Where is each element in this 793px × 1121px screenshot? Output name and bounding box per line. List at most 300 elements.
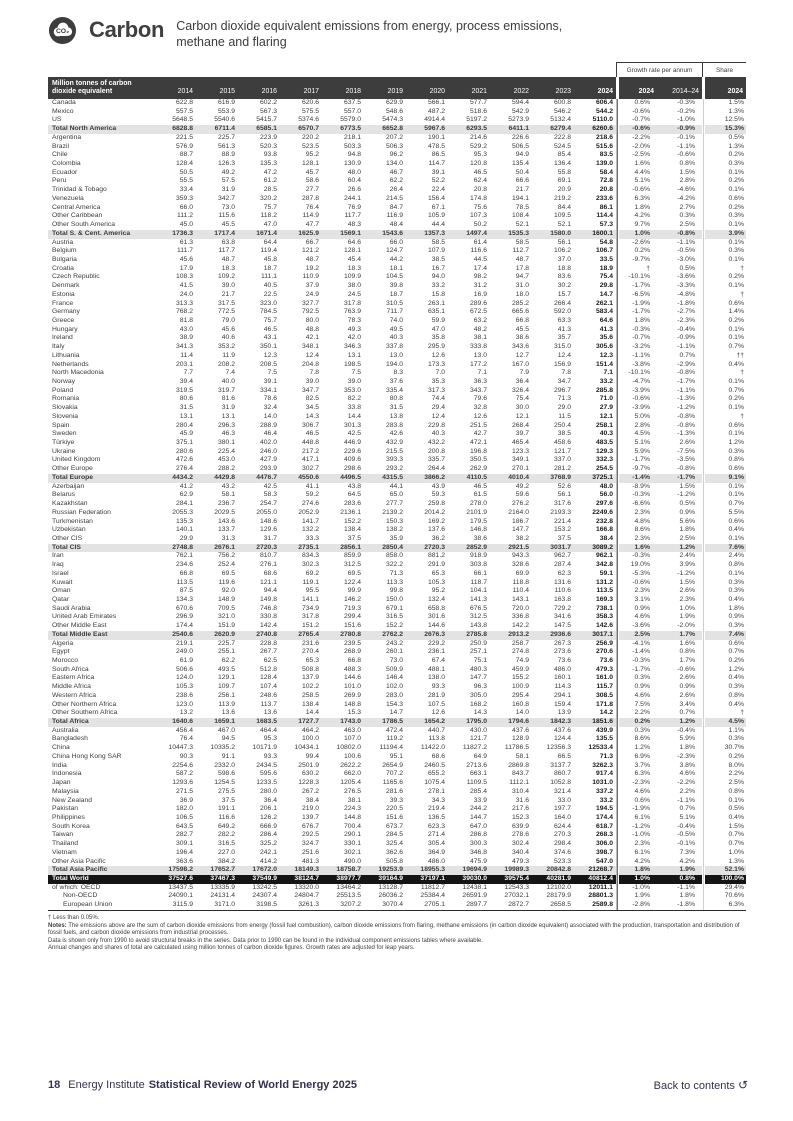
value-cell: 285.2 [511, 299, 529, 307]
value-cell: 152.2 [385, 622, 403, 630]
value-cell: 105.3 [175, 683, 193, 691]
value-cell: 4429.8 [214, 473, 235, 481]
growth-2024-cell: -9.7% [632, 465, 650, 473]
growth-range-cell: 5.9% [679, 735, 695, 743]
share-cell: 0.4% [728, 674, 744, 682]
value-cell: 150.0 [385, 595, 403, 603]
value-cell: 330.1 [343, 840, 361, 848]
table-row [48, 613, 746, 622]
value-cell: 317.6 [553, 500, 571, 508]
growth-2024-cell: 0.6% [634, 99, 650, 106]
share-cell: † [740, 369, 744, 377]
row-label: Other Caribbean [52, 212, 103, 220]
value-cell: 134.0 [385, 160, 403, 168]
value-cell: 218.1 [343, 133, 361, 141]
value-cell: 139.7 [301, 813, 319, 821]
value-cell: 156.9 [553, 360, 571, 368]
value-cell: 2872.7 [508, 901, 529, 909]
value-cell: 6293.5 [466, 125, 487, 133]
table-row [48, 605, 746, 614]
value-cell: 114.4 [596, 212, 613, 220]
table-row [48, 884, 746, 893]
svg-text:CO₂: CO₂ [55, 28, 70, 36]
value-cell: 118.7 [470, 578, 487, 586]
growth-range-cell: -0.9% [677, 125, 695, 133]
value-cell: 546.2 [553, 107, 571, 115]
share-cell: 0.2% [728, 273, 744, 281]
value-cell: 37.9 [305, 282, 319, 290]
year-column-header: 2019 [364, 77, 406, 99]
value-cell: 655.2 [427, 770, 445, 778]
publisher-name: Energy Institute [68, 1079, 145, 1091]
page-subtitle [176, 18, 562, 50]
value-cell: 73.6 [557, 657, 571, 664]
table-row [48, 718, 746, 727]
value-cell: 13437.5 [168, 883, 193, 891]
value-cell: 115.7 [596, 683, 613, 691]
value-cell: 5197.2 [466, 116, 487, 124]
value-cell: 3866.2 [424, 473, 445, 481]
value-cell: 277.7 [385, 500, 403, 508]
table-row [48, 343, 746, 352]
value-cell: 31.5 [389, 404, 403, 412]
growth-2024-cell: -6.5% [632, 290, 650, 298]
row-label: Colombia [52, 160, 81, 168]
value-cell: 792.5 [301, 308, 319, 316]
table-row [48, 544, 746, 553]
value-cell: 472.6 [175, 456, 193, 464]
row-label: Eastern Africa [52, 674, 95, 682]
growth-2024-cell: 1.8% [634, 316, 650, 324]
value-cell: 255.1 [217, 648, 235, 656]
row-label: Canada [52, 99, 76, 106]
share-cell: 0.7% [728, 500, 744, 508]
value-cell: 37.5 [221, 796, 235, 804]
value-cell: 113.5 [596, 587, 613, 595]
growth-range-cell: 1.8% [679, 892, 695, 900]
value-cell: 52.2 [431, 177, 445, 185]
table-row [48, 788, 746, 797]
value-cell: 150.3 [385, 517, 403, 525]
notes-footnote [48, 923, 748, 938]
value-cell: 39.1 [263, 378, 277, 385]
value-cell: 918.9 [469, 552, 487, 560]
value-cell: 1228.3 [298, 779, 319, 787]
value-cell: 12356.3 [546, 744, 571, 752]
value-cell: 40812.4 [588, 874, 613, 882]
table-row [48, 361, 746, 370]
value-cell: 2589.8 [592, 901, 613, 909]
growth-range-cell: -0.2% [677, 107, 695, 115]
value-cell: 2434.5 [256, 761, 277, 769]
row-label: Chile [52, 151, 68, 159]
value-cell: 200.8 [427, 447, 445, 455]
value-cell: 214.5 [385, 194, 403, 202]
value-cell: 69.5 [347, 569, 361, 577]
value-cell: 39.0 [221, 282, 235, 290]
value-cell: 295.9 [427, 343, 445, 351]
value-cell: 1654.2 [424, 718, 445, 726]
value-cell: 260.1 [385, 648, 403, 656]
value-cell: 7.1 [603, 369, 613, 377]
value-cell: 112.7 [512, 247, 529, 255]
back-to-contents-link[interactable] [654, 1078, 748, 1092]
row-label: Other Southern Africa [52, 709, 118, 717]
value-cell: 45.4 [347, 255, 361, 263]
growth-2024-header: 2024 [619, 77, 657, 99]
value-cell: 122.4 [343, 578, 361, 586]
growth-2024-cell: 7.5% [634, 700, 650, 708]
value-cell: 280.6 [175, 447, 193, 455]
growth-2024-cell: 0.3% [634, 726, 650, 734]
value-cell: 38.0 [347, 282, 361, 290]
value-cell: 113.3 [386, 578, 403, 586]
growth-2024-cell: 2.3% [634, 840, 650, 848]
value-cell: 66.1 [473, 569, 487, 577]
value-cell: 129.3 [595, 447, 613, 455]
value-cell: 236.1 [427, 648, 445, 656]
value-cell: 71.3 [389, 569, 403, 577]
value-cell: 305.6 [595, 343, 613, 351]
value-cell: 16.7 [431, 264, 445, 272]
value-cell: 88.7 [179, 151, 193, 159]
share-cell: 1.2% [728, 665, 744, 673]
value-cell: 20.8 [599, 186, 613, 194]
value-cell: 33.2 [431, 282, 445, 290]
value-cell: 432.9 [385, 439, 403, 447]
value-cell: 3207.2 [340, 901, 361, 909]
share-cell: 1.5% [728, 99, 744, 106]
growth-range-cell: 0.8% [679, 874, 695, 882]
value-cell: 75.7 [263, 203, 277, 211]
value-cell: 315.0 [553, 343, 571, 351]
value-cell: 362.6 [385, 848, 403, 856]
value-cell: 2897.7 [466, 901, 487, 909]
share-cell: 0.1% [728, 221, 744, 229]
value-cell: 144.7 [469, 813, 487, 821]
value-cell: 12.6 [473, 412, 487, 420]
share-cell: 1.3% [728, 107, 744, 115]
value-cell: 37.0 [557, 255, 571, 263]
value-cell: 124.7 [385, 247, 403, 255]
value-cell: 720.0 [511, 604, 529, 612]
value-cell: 204.8 [301, 360, 319, 368]
value-cell: 102.2 [301, 683, 319, 691]
value-cell: 1497.4 [466, 229, 487, 237]
value-cell: 160.8 [511, 700, 529, 708]
value-cell: 1254.5 [214, 779, 235, 787]
value-cell: 639.9 [511, 822, 529, 830]
value-cell: 278.6 [511, 831, 529, 839]
growth-2024-cell: 1.8% [634, 203, 650, 211]
table-row [48, 674, 746, 683]
table-row [48, 230, 746, 239]
share-cell: 0.2% [728, 395, 744, 403]
value-cell: 296.3 [217, 421, 235, 429]
value-cell: 342.8 [595, 561, 613, 569]
back-to-contents-label[interactable]: Back to contents [653, 1080, 735, 1092]
footer-left [48, 1079, 357, 1091]
table-row [48, 352, 746, 361]
value-cell: 196.8 [469, 447, 487, 455]
growth-range-cell: -3.0% [677, 255, 695, 263]
value-cell: 280.0 [259, 787, 277, 795]
value-cell: 2055.3 [172, 508, 193, 516]
growth-range-header: 2014–24 [657, 77, 702, 99]
value-cell: 13320.0 [294, 883, 319, 891]
value-cell: 270.4 [301, 648, 319, 656]
value-cell: 524.5 [553, 142, 571, 150]
value-cell: 107.9 [427, 247, 445, 255]
value-cell: 37.5 [557, 534, 571, 542]
value-cell: 64.6 [599, 316, 613, 324]
value-cell: 94.0 [431, 273, 445, 281]
value-cell: 251.5 [469, 421, 487, 429]
value-cell: 414.2 [259, 857, 277, 865]
value-cell: 349.1 [511, 456, 529, 464]
value-cell: 40.5 [263, 282, 277, 290]
value-cell: 350.1 [259, 343, 277, 351]
value-cell: 294.1 [553, 691, 571, 699]
value-cell: 33.0 [557, 796, 571, 804]
growth-calc-footnote: Annual changes and shares of total are calculated using million tonnes of carbon dioxide figures. Growth rates are adjusted for leap years. [48, 945, 415, 952]
growth-2024-cell: -6.6% [632, 500, 650, 508]
value-cell: 2622.2 [340, 761, 361, 769]
value-cell: 62.2 [221, 657, 235, 664]
value-cell: 219.0 [301, 805, 319, 813]
year-column-header: 2014 [154, 77, 196, 99]
value-cell: 276.1 [259, 561, 277, 569]
value-cell: 284.5 [385, 831, 403, 839]
table-row [48, 300, 746, 309]
value-cell: 673.7 [385, 822, 403, 830]
value-cell: 194.0 [385, 360, 403, 368]
value-cell: 28179.9 [546, 892, 571, 900]
value-cell: 130.9 [343, 160, 361, 168]
table-row [48, 369, 746, 378]
value-cell: 2139.2 [382, 508, 403, 516]
value-cell: 2936.6 [550, 630, 571, 638]
row-label: Norway [52, 378, 76, 385]
growth-2024-cell: -0.7% [632, 116, 650, 124]
share-cell: 6.3% [728, 901, 744, 909]
value-cell: 12.3 [263, 351, 277, 359]
value-cell: 13335.9 [210, 883, 235, 891]
value-cell: 86.1 [599, 203, 613, 211]
growth-range-cell: 3.9% [679, 561, 695, 569]
value-cell: 252.4 [217, 561, 235, 569]
row-label: Total Middle East [52, 630, 108, 638]
table-row [48, 422, 746, 431]
value-cell: 93.8 [263, 151, 277, 159]
value-cell: 66.0 [179, 203, 193, 211]
table-row [48, 99, 746, 108]
table-row [48, 727, 746, 736]
value-cell: 10171.9 [252, 744, 277, 752]
value-cell: 167.0 [511, 360, 529, 368]
table-row [48, 404, 746, 413]
value-cell: 7.5 [351, 369, 361, 377]
value-cell: 635.1 [427, 308, 445, 316]
growth-range-cell: -1.1% [677, 883, 695, 891]
value-cell: 101.0 [343, 683, 361, 691]
growth-2024-cell: -2.8% [632, 901, 650, 909]
growth-2024-cell: 5.1% [634, 439, 650, 447]
value-cell: 219.1 [175, 639, 193, 647]
value-cell: 1786.5 [382, 718, 403, 726]
growth-range-cell: 1.8% [679, 744, 695, 752]
value-cell: 100.6 [343, 752, 361, 760]
value-cell: 105.9 [427, 212, 445, 220]
value-cell: 375.1 [175, 439, 193, 447]
value-cell: 6828.8 [172, 125, 193, 133]
value-cell: 214.6 [469, 133, 487, 141]
row-label: Other Northern Africa [52, 700, 117, 708]
value-cell: 46.5 [473, 482, 487, 490]
value-cell: 46.5 [473, 168, 487, 176]
value-cell: 276.2 [511, 500, 529, 508]
value-cell: 302.3 [301, 561, 319, 569]
value-cell: 283.6 [343, 500, 361, 508]
table-row [48, 500, 746, 509]
value-cell: 326.4 [511, 386, 529, 394]
value-cell: 18.3 [347, 264, 361, 272]
growth-2024-cell: -1.0% [632, 831, 650, 839]
value-cell: 321.0 [217, 613, 235, 621]
row-label: Lithuania [52, 351, 80, 359]
row-label: Egypt [52, 648, 70, 656]
value-cell: 106.5 [175, 813, 193, 821]
growth-2024-cell: -1.1% [632, 351, 650, 359]
table-row [48, 125, 746, 134]
row-label: Iraq [52, 561, 64, 569]
value-cell: 20842.8 [546, 866, 571, 874]
value-cell: 14.7 [599, 290, 613, 298]
value-cell: 663.1 [469, 770, 487, 778]
value-cell: 359.3 [175, 194, 193, 202]
value-cell: 47.7 [305, 221, 319, 229]
value-cell: 39.4 [179, 378, 193, 385]
growth-range-cell: -4.6% [677, 186, 695, 194]
value-cell: 711.7 [386, 308, 403, 316]
growth-range-cell: -0.1% [677, 133, 695, 141]
value-cell: 47.2 [263, 168, 277, 176]
value-cell: 2254.6 [172, 761, 193, 769]
value-cell: 105.3 [427, 578, 445, 586]
value-cell: 66.0 [389, 238, 403, 246]
value-cell: 229.6 [343, 447, 361, 455]
value-cell: 278.0 [469, 500, 487, 508]
value-cell: 135.5 [595, 735, 613, 743]
value-cell: 65.0 [389, 491, 403, 499]
growth-2024-cell: -3.6% [632, 622, 650, 630]
value-cell: 82.2 [347, 395, 361, 403]
value-cell: 34.3 [431, 796, 445, 804]
growth-2024-cell: -0.7% [632, 334, 650, 342]
share-cell: 0.6% [728, 194, 744, 202]
value-cell: 143.6 [217, 517, 235, 525]
value-cell: 270.6 [595, 648, 613, 656]
value-cell: 662.0 [343, 770, 361, 778]
value-cell: 679.1 [385, 604, 403, 612]
value-cell: 2762.2 [382, 630, 403, 638]
value-cell: 810.7 [259, 552, 277, 560]
value-cell: 144.8 [343, 813, 361, 821]
row-label: Malaysia [52, 787, 79, 795]
table-row [48, 797, 746, 806]
value-cell: 602.2 [259, 99, 277, 106]
year-column-header: 2017 [280, 77, 322, 99]
value-cell: 251.6 [301, 848, 319, 856]
value-cell: 303.8 [469, 561, 487, 569]
value-cell: 56.0 [599, 491, 613, 499]
value-cell: 2164.0 [508, 508, 529, 516]
page-footer [48, 1078, 748, 1092]
value-cell: 63.8 [221, 238, 235, 246]
value-cell: 82.5 [305, 395, 319, 403]
share-cell: 5.5% [728, 508, 744, 516]
value-cell: 18.8 [557, 264, 571, 272]
value-cell: 223.9 [259, 133, 277, 141]
value-cell: 523.5 [301, 142, 319, 150]
growth-range-cell: -1.3% [677, 395, 695, 403]
value-cell: 26591.9 [462, 892, 487, 900]
share-cell: 0.8% [728, 787, 744, 795]
value-cell: 12.4 [305, 351, 319, 359]
growth-range-cell: 2.6% [679, 674, 695, 682]
value-cell: 274.6 [301, 500, 319, 508]
value-cell: 62.4 [473, 177, 487, 185]
value-cell: 943.3 [511, 552, 529, 560]
row-label: Venezuela [52, 194, 84, 202]
table-row [48, 239, 746, 248]
value-cell: 126.3 [217, 160, 235, 168]
value-cell: 4315.5 [382, 473, 403, 481]
value-cell: 36.9 [179, 796, 193, 804]
value-cell: 25384.4 [420, 892, 445, 900]
row-label: Australia [52, 726, 79, 734]
row-label: Türkiye [52, 439, 75, 447]
value-cell: 5415.7 [256, 116, 277, 124]
value-cell: 29.4 [431, 404, 445, 412]
value-cell: 57.3 [599, 221, 613, 229]
growth-2024-cell: 2.3% [634, 508, 650, 516]
value-cell: 38.6 [473, 534, 487, 542]
growth-2024-cell: 1.6% [634, 160, 650, 168]
growth-range-cell: 0.7% [679, 351, 695, 359]
growth-range-cell: 2.4% [679, 552, 695, 560]
table-row [48, 221, 746, 230]
value-cell: 487.2 [427, 107, 445, 115]
share-cell: 0.3% [728, 622, 744, 630]
value-cell: 583.4 [595, 308, 613, 316]
growth-range-cell: 1.5% [679, 578, 695, 586]
table-row [48, 814, 746, 823]
share-cell: 8.0% [728, 761, 744, 769]
value-cell: 207.2 [385, 133, 403, 141]
table-row [48, 282, 746, 291]
value-cell: 962.7 [553, 552, 571, 560]
value-cell: 115.6 [218, 212, 235, 220]
share-cell: 0.4% [728, 700, 744, 708]
value-cell: 2748.8 [172, 543, 193, 551]
value-cell: 256.9 [595, 639, 613, 647]
value-cell: 73.0 [221, 203, 235, 211]
value-cell: 111.1 [261, 273, 277, 281]
value-cell: 347.7 [301, 386, 319, 394]
growth-2024-cell: 6.1% [634, 813, 650, 821]
value-cell: 2713.6 [466, 761, 487, 769]
